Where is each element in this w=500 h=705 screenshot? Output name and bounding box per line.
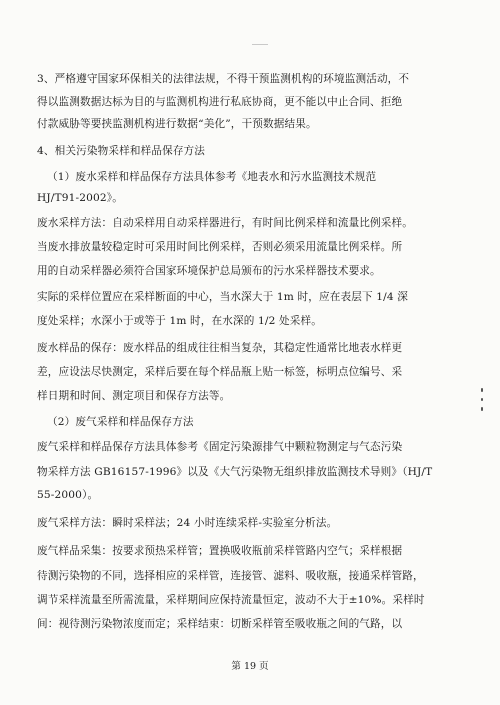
paragraph-line: 3、严格遵守国家环保相关的法律法规，不得干预监测机构的环境监测活动，不	[37, 73, 410, 85]
page-number: 第 19 页	[231, 661, 269, 672]
paragraph-line: 付款威胁等要挟监测机构进行数据“美化”，干预数据结果。	[37, 118, 317, 130]
paragraph-line: 待测污染物的不同，选择相应的采样管，连接管、滤料、吸收瓶，接通采样管路，	[37, 570, 424, 582]
paragraph-line: 废气采样和样品保存方法具体参考《固定污染源排气中颗粒物测定与气态污染	[37, 441, 403, 453]
paragraph-line: 实际的采样位置应在采样断面的中心，当水深大于 1m 时，应在表层下 1/4 深	[37, 291, 408, 303]
subsection-heading: （1）废水采样和样品保存方法具体参考《地表水和污水监测技术规范	[47, 171, 377, 183]
margin-mark	[481, 407, 483, 411]
section-heading: 4、相关污染物采样和样品保存方法	[37, 145, 206, 157]
margin-mark	[481, 398, 483, 401]
paragraph-line: 差，应设法尽快测定，采样后要在每个样品瓶上贴一标签，标明点位编号、采	[37, 366, 403, 378]
paragraph-line: 调节采样流量至所需流量，采样期间应保持流量恒定，波动不大于±10%。采样时	[37, 594, 425, 606]
paragraph-line: 物采样方法 GB16157-1996》以及《大气污染物无组织排放监测技术导则》（HJ/T	[37, 466, 433, 478]
paragraph-line: 得以监测数据达标为目的与监测机构进行私底协商，更不能以中止合同、拒绝	[37, 96, 403, 108]
paragraph-line: 用的自动采样器必须符合国家环境保护总局颁布的污水采样器技术要求。	[37, 265, 381, 277]
paragraph-line: 当废水排放量较稳定时可采用时间比例采样，否则必须采用流量比例采样。所	[37, 241, 403, 253]
paragraph-line: 度处采样；水深小于或等于 1m 时，在水深的 1/2 处采样。	[37, 315, 323, 327]
paragraph-line: 废水采样方法：自动采样用自动采样器进行，有时间比例采样和流量比例采样。	[37, 217, 414, 229]
paragraph-line: 样日期和时间、测定项目和保存方法等。	[37, 390, 231, 402]
paragraph-line: 废气采样方法：瞬时采样法；24 小时连续采样-实验室分析法。	[37, 517, 338, 529]
paragraph-line: HJ/T91-2002》。	[37, 192, 123, 204]
paragraph-line: 废水样品的保存：废水样品的组成往往相当复杂，其稳定性通常比地表水样更	[37, 342, 403, 354]
paragraph-line: 废气样品采集：按要求预热采样管；置换吸收瓶前采样管路内空气；采样根据	[37, 545, 403, 557]
margin-mark	[481, 388, 483, 392]
paragraph-line: 55-2000）。	[37, 489, 99, 501]
top-dash-mark	[252, 44, 268, 45]
paragraph-line: 间：视待测污染物浓度而定；采样结束：切断采样管至吸收瓶之间的气路，以	[37, 618, 403, 630]
subsection-heading: （2）废气采样和样品保存方法	[47, 416, 194, 428]
